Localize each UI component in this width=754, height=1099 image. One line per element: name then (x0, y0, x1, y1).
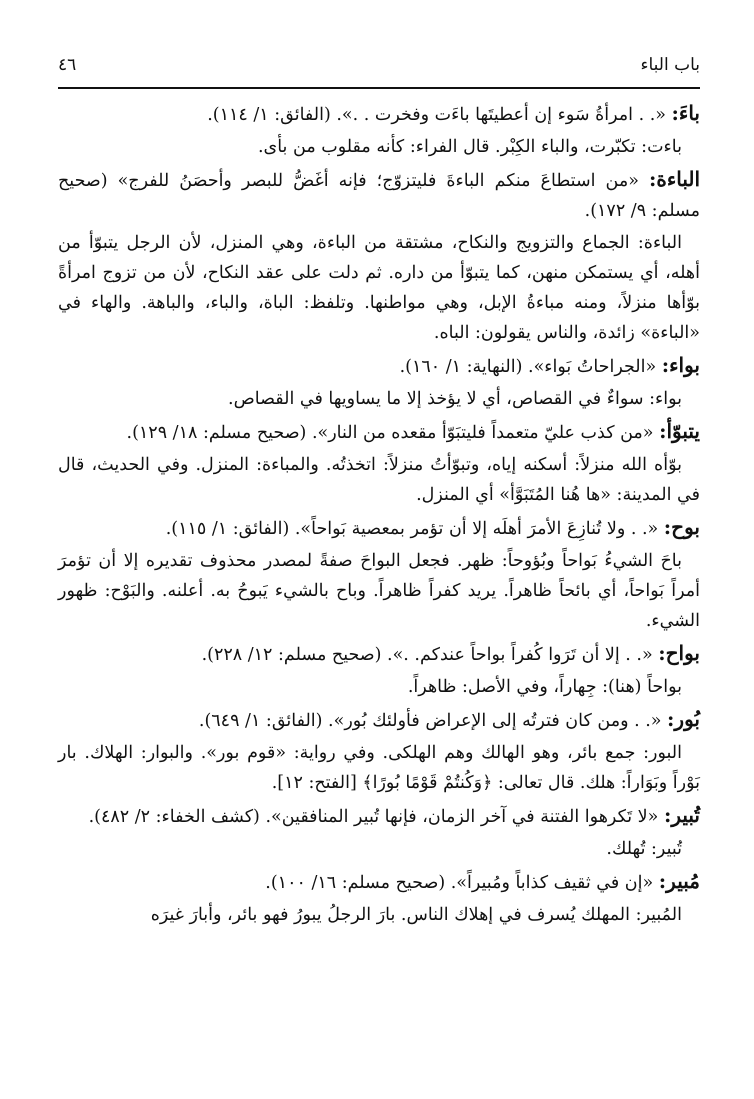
definition: الباءة: الجماع والتزويج والنكاح، مشتقة من الباءة، وهي المنزل، لأن الرجل يتبوّأ من أهله، أي يستمكن منهن، كما يتبوّأ من داره. ثم دلت على عقد النكاح، لأن من تزوج امرأةً بوّأها منزلاً، ومنه مباءةُ الإبل، وهي مواطنها. وتلفظ: الباة، والباء، والباهة. والهاء في «الباءة» زائدة، والناس يقولون: الباه. (58, 233, 700, 343)
entry-baa (58, 98, 700, 130)
entry-yatabawwaa (58, 416, 700, 448)
headword: الباءة: (648, 167, 700, 191)
definition: المُبير: المهلك يُسرف في إهلاك الناس. بارَ الرجلُ يبورُ فهو بائر، وأبارَ غيرَه (150, 905, 682, 925)
headword: بواح: (658, 641, 700, 665)
definition: البور: جمع بائر، وهو الهالك وهم الهلكى. وفي رواية: «قوم بور». والبوار: الهلاك. بار بَوْراً وبَوَاراً: هلك. قال تعالى: ﴿وَكُنتُمْ قَوْمًا بُورًا﴾ [الفتح: ١٢]. (58, 743, 700, 793)
headword: تُبير: (663, 803, 700, 827)
entry-tubir (58, 800, 700, 832)
entry-albaah (58, 164, 700, 226)
hadith-text: «الجراحاتُ بَواء». (النهاية: ١/ ١٦٠). (399, 357, 662, 377)
headword: يتبوّأ: (659, 419, 700, 443)
definition: تُبير: تُهلك. (606, 839, 682, 859)
page-header (58, 50, 700, 80)
hadith-text: «لا تَكرهوا الفتنة في آخر الزمان، فإنها تُبير المنافقين». (كشف الخفاء: ٢/ ٤٨٢). (88, 807, 664, 827)
entry-bawah (58, 638, 700, 670)
hadith-text: «من كذب عليّ متعمداً فليتبَوّأ مقعده من النار». (صحيح مسلم: ١٨/ ١٢٩). (126, 423, 660, 443)
headword: مُبير: (658, 869, 700, 893)
definition: بوّأه الله منزلاً: أسكنه إياه، وتبوّأتُ منزلاً: اتخذتُه. والمباءة: المنزل. وفي الحديث، قال في المدينة: «ها هُنا المُتَبَوَّأ» أي المنزل. (58, 455, 700, 505)
headword: بواء: (661, 353, 700, 377)
headword: بُور: (667, 707, 700, 731)
entry-bawaa (58, 350, 700, 382)
hadith-text: «. . ومن كان فترتُه إلى الإعراض فأولئك بُور». (الفائق: ١/ ٦٤٩). (198, 711, 668, 731)
entry-mubir (58, 866, 700, 898)
definition: باحَ الشيءُ بَواحاً وبُؤوحاً: ظهر. فجعل البواحَ صفةً لمصدر محذوف تقديره إلا أن تؤمرَ أمراً بَواحاً، أي بائحاً ظاهراً. يريد كفراً ظاهراً. وباح بالشيء يَبوحُ به. أعلنه. والبَوْح: ظهور الشيء. (58, 551, 700, 631)
hadith-text: «من استطاعَ منكم الباءةَ فليتزوّج؛ فإنه أغَضُّ للبصر وأحصَنُ للفرج» (صحيح مسلم: ٩/ ١٧٢). (58, 171, 700, 221)
hadith-text: «. . ولا تُنازِعَ الأمرَ أهلَه إلا أن تؤمر بمعصية بَواحاً». (الفائق: ١/ ١١٥). (165, 519, 664, 539)
definition: بواحاً (هنا): جِهاراً، وفي الأصل: ظاهراً. (407, 677, 682, 697)
page-number: ٤٦ (58, 55, 77, 75)
headword: باءَ: (671, 101, 700, 125)
dictionary-content (58, 98, 700, 932)
entry-bawh (58, 512, 700, 544)
hadith-text: «إن في ثقيف كذاباً ومُبيراً». (صحيح مسلم: ١٦/ ١٠٠). (265, 873, 659, 893)
headword: بوح: (663, 515, 700, 539)
hadith-text: «. . إلا أن تَرَوا كُفراً بواحاً عندكم. .». (صحيح مسلم: ١٢/ ٢٢٨). (201, 645, 659, 665)
entry-bur (58, 704, 700, 736)
running-title: باب الباء (640, 55, 700, 75)
definition: بواء: سواءٌ في القصاص، أي لا يؤخذ إلا ما يساويها في القصاص. (228, 389, 682, 409)
definition: باءت: تكبّرت، والباء الكِبْر. قال الفراء: كأنه مقلوب من بأى. (257, 137, 682, 157)
header-rule (58, 87, 700, 89)
hadith-text: «. . امرأةُ سَوء إن أعطيتَها باءَت وفخرت . .». (الفائق: ١/ ١١٤). (207, 105, 672, 125)
